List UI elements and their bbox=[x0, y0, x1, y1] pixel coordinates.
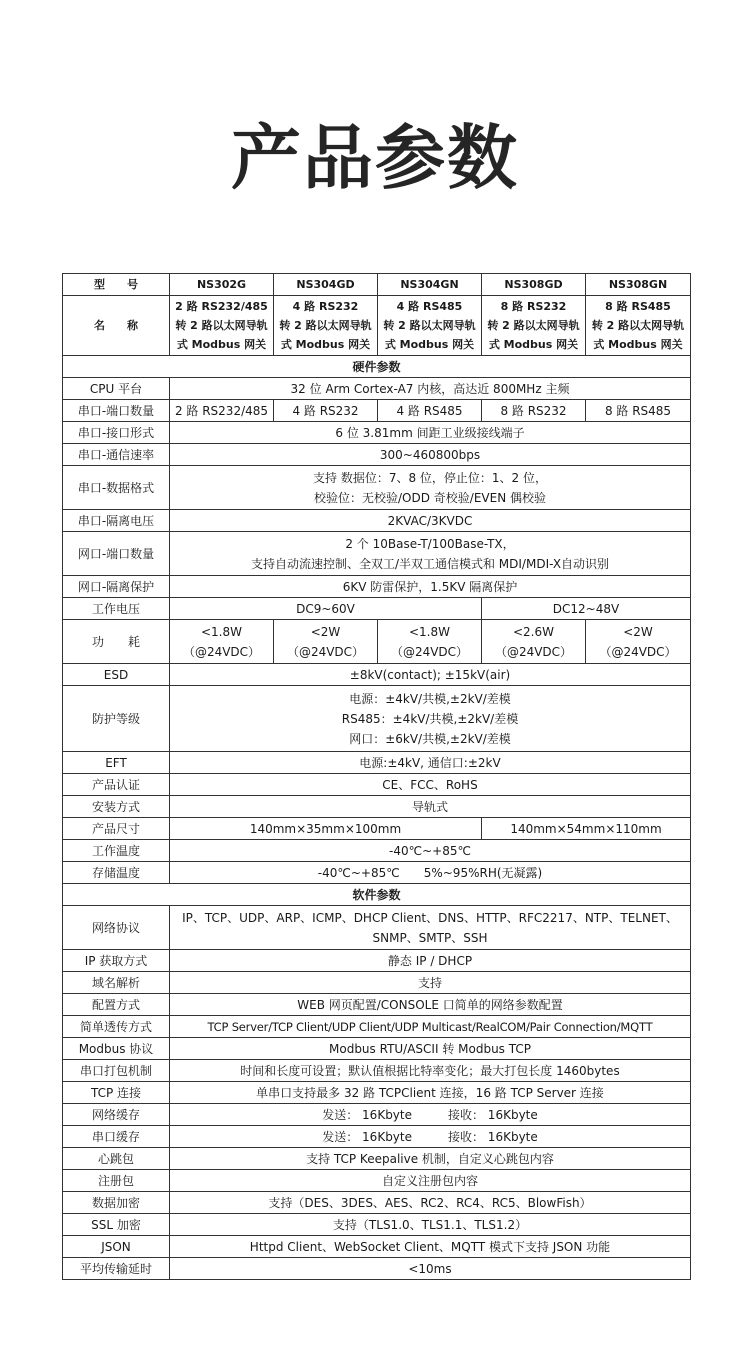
row-label: 功 耗 bbox=[63, 620, 170, 664]
row-label: 串口-接口形式 bbox=[63, 422, 170, 444]
table-row bbox=[63, 994, 691, 1016]
row-label: TCP 连接 bbox=[63, 1082, 170, 1104]
model-cell: NS302G bbox=[170, 274, 274, 296]
name-cell bbox=[378, 296, 482, 356]
page-title: 产品参数 bbox=[231, 117, 519, 199]
name-line: 式 Modbus 网关 bbox=[593, 338, 683, 351]
table-row bbox=[63, 1236, 691, 1258]
table-row bbox=[63, 1082, 691, 1104]
model-label: 型 号 bbox=[63, 274, 170, 296]
hardware-section-title: 硬件参数 bbox=[63, 356, 691, 378]
name-line: 转 2 路以太网导轨 bbox=[591, 319, 685, 332]
table-row bbox=[63, 1060, 691, 1082]
row-value: 支持 TCP Keepalive 机制，自定义心跳包内容 bbox=[170, 1148, 691, 1170]
row-value bbox=[378, 620, 482, 664]
name-line: 式 Modbus 网关 bbox=[488, 338, 579, 351]
name-line: 2 路 RS232/485 bbox=[175, 300, 268, 313]
row-label: 串口-通信速率 bbox=[63, 444, 170, 466]
model-row bbox=[63, 274, 691, 296]
row-label: 存储温度 bbox=[63, 862, 170, 884]
row-value: 8 路 RS485 bbox=[586, 400, 691, 422]
row-label: 串口缓存 bbox=[63, 1126, 170, 1148]
row-label: 串口-隔离电压 bbox=[63, 510, 170, 532]
value-line: 电源：±4kV/共模,±2kV/差模 bbox=[349, 691, 511, 706]
row-label: ESD bbox=[63, 664, 170, 686]
software-section-row bbox=[63, 884, 691, 906]
row-label: 网口-端口数量 bbox=[63, 532, 170, 576]
row-label: 工作温度 bbox=[63, 840, 170, 862]
value-line: （@24VDC） bbox=[599, 644, 677, 659]
table-row bbox=[63, 1258, 691, 1280]
row-value: 140mm×35mm×100mm bbox=[170, 818, 482, 840]
table-row bbox=[63, 620, 691, 664]
name-line: 4 路 RS485 bbox=[396, 300, 463, 313]
table-row bbox=[63, 1126, 691, 1148]
name-row bbox=[63, 296, 691, 356]
table-row bbox=[63, 510, 691, 532]
value-line: 校验位：无校验/ODD 奇校验/EVEN 偶校验 bbox=[314, 490, 546, 505]
table-row bbox=[63, 972, 691, 994]
row-label: 配置方式 bbox=[63, 994, 170, 1016]
row-label: 安装方式 bbox=[63, 796, 170, 818]
model-cell: NS308GD bbox=[482, 274, 586, 296]
row-value: -40℃~+85℃ bbox=[170, 840, 691, 862]
value-line: 支持 数据位：7、8 位，停止位：1、2 位， bbox=[313, 470, 547, 485]
name-cell bbox=[274, 296, 378, 356]
row-value: 8 路 RS232 bbox=[482, 400, 586, 422]
row-label: 防护等级 bbox=[63, 686, 170, 752]
table-row bbox=[63, 1214, 691, 1236]
row-label: EFT bbox=[63, 752, 170, 774]
row-value: 300~460800bps bbox=[170, 444, 691, 466]
name-label: 名 称 bbox=[63, 296, 170, 356]
row-value: 140mm×54mm×110mm bbox=[482, 818, 691, 840]
table-row bbox=[63, 1104, 691, 1126]
row-value: WEB 网页配置/CONSOLE 口简单的网络参数配置 bbox=[170, 994, 691, 1016]
row-label: 网口-隔离保护 bbox=[63, 576, 170, 598]
value-line: 2 个 10Base-T/100Base-TX， bbox=[345, 536, 515, 551]
spec-table bbox=[62, 273, 691, 1280]
name-cell bbox=[170, 296, 274, 356]
name-line: 转 2 路以太网导轨 bbox=[383, 319, 476, 332]
model-cell: NS304GN bbox=[378, 274, 482, 296]
table-row bbox=[63, 840, 691, 862]
row-label: 平均传输延时 bbox=[63, 1258, 170, 1280]
row-value: Modbus RTU/ASCII 转 Modbus TCP bbox=[170, 1038, 691, 1060]
row-label: 产品尺寸 bbox=[63, 818, 170, 840]
row-value: Httpd Client、WebSocket Client、MQTT 模式下支持 JSON 功能 bbox=[170, 1236, 691, 1258]
value-line: <1.8W bbox=[200, 624, 242, 639]
name-line: 转 2 路以太网导轨 bbox=[175, 319, 268, 332]
table-row bbox=[63, 774, 691, 796]
model-cell: NS304GD bbox=[274, 274, 378, 296]
value-line: （@24VDC） bbox=[182, 644, 261, 659]
row-value: TCP Server/TCP Client/UDP Client/UDP Multicast/RealCOM/Pair Connection/MQTT bbox=[170, 1016, 691, 1038]
table-row bbox=[63, 576, 691, 598]
table-row bbox=[63, 1192, 691, 1214]
row-label: 串口-端口数量 bbox=[63, 400, 170, 422]
value-line: <2W bbox=[310, 624, 341, 639]
table-row bbox=[63, 796, 691, 818]
table-row bbox=[63, 1148, 691, 1170]
table-row bbox=[63, 1170, 691, 1192]
row-value: 电源:±4kV, 通信口:±2kV bbox=[170, 752, 691, 774]
row-label: 网络协议 bbox=[63, 906, 170, 950]
row-value: 时间和长度可设置；默认值根据比特率变化；最大打包长度 1460bytes bbox=[170, 1060, 691, 1082]
table-row bbox=[63, 862, 691, 884]
row-value: 支持（TLS1.0、TLS1.1、TLS1.2） bbox=[170, 1214, 691, 1236]
hardware-section-row bbox=[63, 356, 691, 378]
row-value: 自定义注册包内容 bbox=[170, 1170, 691, 1192]
table-row bbox=[63, 466, 691, 510]
row-value: ±8kV(contact); ±15kV(air) bbox=[170, 664, 691, 686]
table-row bbox=[63, 664, 691, 686]
table-row bbox=[63, 752, 691, 774]
name-line: 式 Modbus 网关 bbox=[280, 338, 371, 351]
row-value bbox=[170, 686, 691, 752]
name-line: 式 Modbus 网关 bbox=[384, 338, 475, 351]
row-value: <10ms bbox=[170, 1258, 691, 1280]
table-row bbox=[63, 422, 691, 444]
row-value: 4 路 RS485 bbox=[378, 400, 482, 422]
row-label: 域名解析 bbox=[63, 972, 170, 994]
row-value bbox=[482, 620, 586, 664]
name-line: 8 路 RS232 bbox=[500, 300, 567, 313]
row-label: 产品认证 bbox=[63, 774, 170, 796]
row-value: CE、FCC、RoHS bbox=[170, 774, 691, 796]
table-row bbox=[63, 378, 691, 400]
row-label: SSL 加密 bbox=[63, 1214, 170, 1236]
name-line: 式 Modbus 网关 bbox=[176, 338, 267, 351]
table-row bbox=[63, 1038, 691, 1060]
name-line: 转 2 路以太网导轨 bbox=[487, 319, 580, 332]
table-row bbox=[63, 598, 691, 620]
name-cell bbox=[586, 296, 691, 356]
value-line: RS485：±4kV/共模,±2kV/差模 bbox=[341, 711, 519, 726]
value-line: SNMP、SMTP、SSH bbox=[372, 930, 488, 945]
value-line: （@24VDC） bbox=[390, 644, 469, 659]
row-label: 数据加密 bbox=[63, 1192, 170, 1214]
row-label: 串口打包机制 bbox=[63, 1060, 170, 1082]
row-value: 发送： 16Kbyte 接收： 16Kbyte bbox=[170, 1104, 691, 1126]
row-label: JSON bbox=[63, 1236, 170, 1258]
name-line: 4 路 RS232 bbox=[292, 300, 359, 313]
value-line: <2W bbox=[623, 624, 653, 639]
row-value bbox=[170, 532, 691, 576]
table-row bbox=[63, 818, 691, 840]
row-label: 心跳包 bbox=[63, 1148, 170, 1170]
row-value bbox=[170, 620, 274, 664]
table-row bbox=[63, 906, 691, 950]
table-row bbox=[63, 444, 691, 466]
row-value bbox=[170, 906, 691, 950]
row-value: 支持 bbox=[170, 972, 691, 994]
row-label: 串口-数据格式 bbox=[63, 466, 170, 510]
row-label: CPU 平台 bbox=[63, 378, 170, 400]
row-value: 单串口支持最多 32 路 TCPClient 连接，16 路 TCP Server 连接 bbox=[170, 1082, 691, 1104]
row-label: 注册包 bbox=[63, 1170, 170, 1192]
row-value: 静态 IP / DHCP bbox=[170, 950, 691, 972]
row-value bbox=[274, 620, 378, 664]
row-value: 导轨式 bbox=[170, 796, 691, 818]
row-label: 简单透传方式 bbox=[63, 1016, 170, 1038]
model-cell: NS308GN bbox=[586, 274, 691, 296]
name-line: 转 2 路以太网导轨 bbox=[279, 319, 372, 332]
software-section-title: 软件参数 bbox=[63, 884, 691, 906]
value-line: （@24VDC） bbox=[286, 644, 365, 659]
row-value: DC9~60V bbox=[170, 598, 482, 620]
value-line: <2.6W bbox=[512, 624, 554, 639]
name-cell bbox=[482, 296, 586, 356]
value-line: 支持自动流速控制、全双工/半双工通信模式和 MDI/MDI-X自动识别 bbox=[250, 556, 610, 571]
value-line: 网口：±6kV/共模,±2kV/差模 bbox=[349, 731, 511, 746]
row-value: 4 路 RS232 bbox=[274, 400, 378, 422]
row-value: 6 位 3.81mm 间距工业级接线端子 bbox=[170, 422, 691, 444]
table-row bbox=[63, 1016, 691, 1038]
row-value: 2 路 RS232/485 bbox=[170, 400, 274, 422]
row-value: 2KVAC/3KVDC bbox=[170, 510, 691, 532]
row-value: 6KV 防雷保护，1.5KV 隔离保护 bbox=[170, 576, 691, 598]
value-line: <1.8W bbox=[408, 624, 450, 639]
row-value: -40℃~+85℃ 5%~95%RH(无凝露) bbox=[170, 862, 691, 884]
row-value bbox=[170, 466, 691, 510]
table-row bbox=[63, 400, 691, 422]
name-line: 8 路 RS485 bbox=[605, 300, 671, 313]
value-line: IP、TCP、UDP、ARP、ICMP、DHCP Client、DNS、HTTP、RFC2217、NTP、TELNET、 bbox=[182, 910, 678, 925]
value-line: （@24VDC） bbox=[494, 644, 573, 659]
row-label: IP 获取方式 bbox=[63, 950, 170, 972]
row-label: Modbus 协议 bbox=[63, 1038, 170, 1060]
row-value: 32 位 Arm Cortex-A7 内核，高达近 800MHz 主频 bbox=[170, 378, 691, 400]
row-label: 网络缓存 bbox=[63, 1104, 170, 1126]
row-label: 工作电压 bbox=[63, 598, 170, 620]
row-value: DC12~48V bbox=[482, 598, 691, 620]
table-row bbox=[63, 686, 691, 752]
row-value bbox=[586, 620, 691, 664]
table-row bbox=[63, 950, 691, 972]
row-value: 发送： 16Kbyte 接收： 16Kbyte bbox=[170, 1126, 691, 1148]
row-value: 支持（DES、3DES、AES、RC2、RC4、RC5、BlowFish） bbox=[170, 1192, 691, 1214]
table-row bbox=[63, 532, 691, 576]
